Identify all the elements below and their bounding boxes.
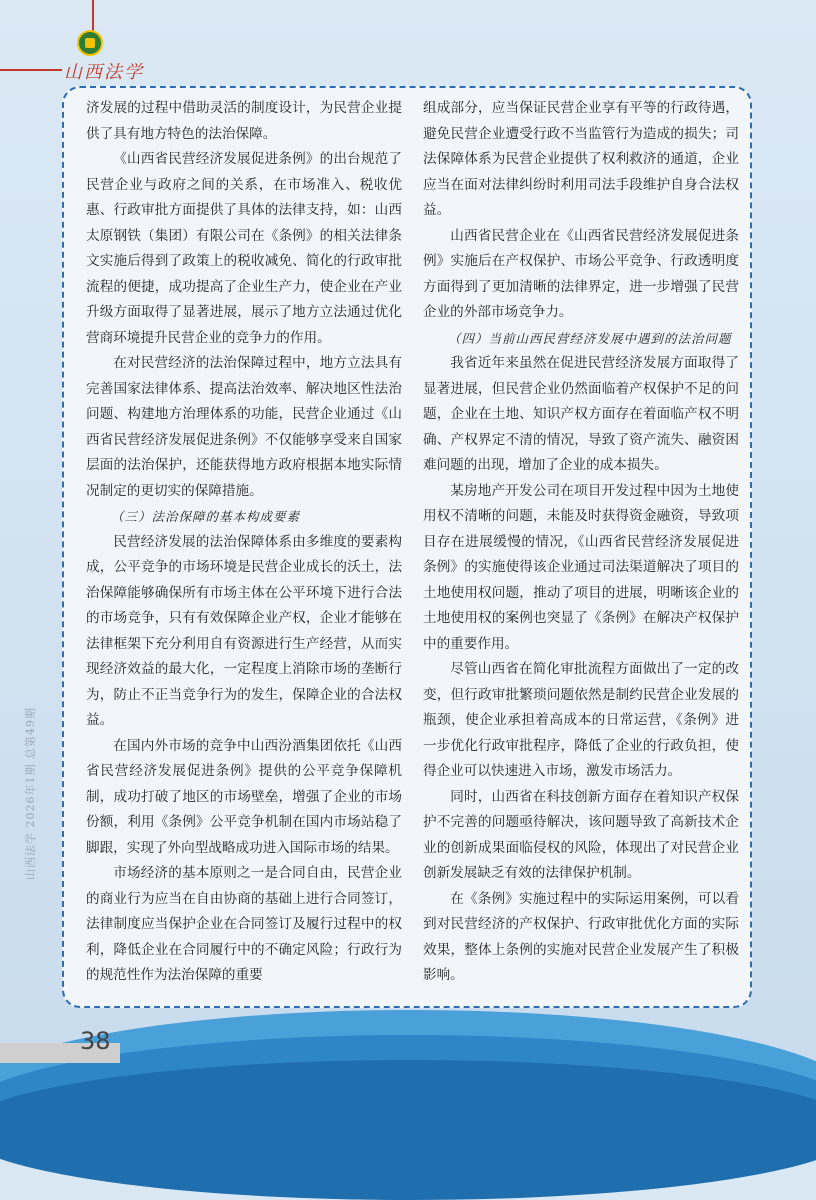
journal-brand: 山西法学 (64, 62, 144, 83)
issue-sidebar-text: 山西法学 2026年1期 总第49期 (24, 707, 37, 880)
paragraph: 某房地产开发公司在项目开发过程中因为土地使用权不清晰的问题，未能及时获得资金融资，导致项目存在进展缓慢的情况，《山西省民营经济发展促进条例》的实施使得该企业通过司法渠道解决了项目的土地使用权问题，推动了项目的进展，明晰该企业的土地使用权的案例也突显了《条例》在解决产权保护中的重要作用。 (423, 482, 739, 652)
paragraph: 在对民营经济的法治保障过程中，地方立法具有完善国家法律体系、提高法治效率、解决地区性法治问题、构建地方治理体系的功能，民营企业通过《山西省民营经济发展促进条例》不仅能够享受来自国家层面的法治保护，还能获得地方政府根据本地实际情况制定的更切实的保障措施。 (86, 355, 402, 499)
page-number: 38 (80, 1027, 111, 1055)
paragraph: 市场经济的基本原则之一是合同自由，民营企业的商业行为应当在自由协商的基础上进行合同签订，法律制度应当保护企业在合同签订及履行过程中的权利，降低企业在合同履行中的不确定风险；行政行为的规范性作为法治保障的重要 (86, 865, 402, 983)
paragraph: 尽管山西省在简化审批流程方面做出了一定的改变，但行政审批繁琐问题依然是制约民营企业发展的瓶颈，使企业承担着高成本的日常运营，《条例》进一步优化行政审批程序，降低了企业的行政负担，使得企业可以快速进入市场，激发市场活力。 (423, 661, 739, 779)
footer-wave-dark (0, 1060, 816, 1200)
paragraph: 组成部分，应当保证民营企业享有平等的行政待遇，避免民营企业遭受行政不当监管行为造成的损失；司法保障体系为民营企业提供了权利救济的通道，企业应当在面对法律纠纷时利用司法手段维护自身合法权益。 (423, 100, 739, 218)
left-column (86, 96, 402, 989)
header-horizontal-rule (0, 69, 62, 71)
right-column (423, 96, 739, 989)
journal-emblem-icon (77, 30, 103, 56)
paragraph: 在《条例》实施过程中的实际运用案例，可以看到对民营经济的产权保护、行政审批优化方面的实际效果，整体上条例的实施对民营企业发展产生了积极影响。 (423, 890, 739, 983)
paragraph: 同时，山西省在科技创新方面存在着知识产权保护不完善的问题亟待解决，该问题导致了高新技术企业的创新成果面临侵权的风险，体现出了对民营企业创新发展缺乏有效的法律保护机制。 (423, 788, 739, 881)
paragraph: 在国内外市场的竞争中山西汾酒集团依托《山西省民营经济发展促进条例》提供的公平竞争保障机制，成功打破了地区的市场壁垒，增强了企业的市场份额，利用《条例》公平竞争机制在国内市场站稳了脚跟，实现了外向型战略成功进入国际市场的结果。 (86, 737, 402, 856)
paragraph: 山西省民营企业在《山西省民营经济发展促进条例》实施后在产权保护、市场公平竞争、行政透明度方面得到了更加清晰的法律界定，进一步增强了民营企业的外部市场竞争力。 (423, 227, 739, 320)
section-heading: （四）当前山西民营经济发展中遇到的法治问题 (448, 330, 732, 346)
paragraph: 《山西省民营经济发展促进条例》的出台规范了民营企业与政府之间的关系，在市场准入、税收优惠、行政审批方面提供了具体的法律支持，如：山西太原钢铁（集团）有限公司在《条例》的相关法律条文实施后得到了政策上的税收减免、简化的行政审批流程的便捷，成功提高了企业生产力，使企业在产业升级方面取得了显著进展，展示了地方立法通过优化营商环境提升民营企业的竞争力的作用。 (86, 151, 402, 346)
paragraph: 民营经济发展的法治保障体系由多维度的要素构成，公平竞争的市场环境是民营企业成长的沃土，法治保障能够确保所有市场主体在公平环境下进行合法的市场竞争，只有有效保障企业产权，企业才能够在法律框架下充分利用自有资源进行生产经营，从而实现经济效益的最大化，一定程度上消除市场的垄断行为，防止不正当竞争行为的发生，保障企业的合法权益。 (86, 533, 402, 728)
paragraph: 我省近年来虽然在促进民营经济发展方面取得了显著进展，但民营企业仍然面临着产权保护不足的问题，企业在土地、知识产权方面存在着面临产权不明确、产权界定不清的情况，导致了资产流失、融资困难问题的出现，增加了企业的成本损失。 (423, 355, 739, 473)
paragraph: 济发展的过程中借助灵活的制度设计，为民营企业提供了具有地方特色的法治保障。 (86, 100, 402, 142)
section-heading: （三）法治保障的基本构成要素 (111, 509, 301, 524)
